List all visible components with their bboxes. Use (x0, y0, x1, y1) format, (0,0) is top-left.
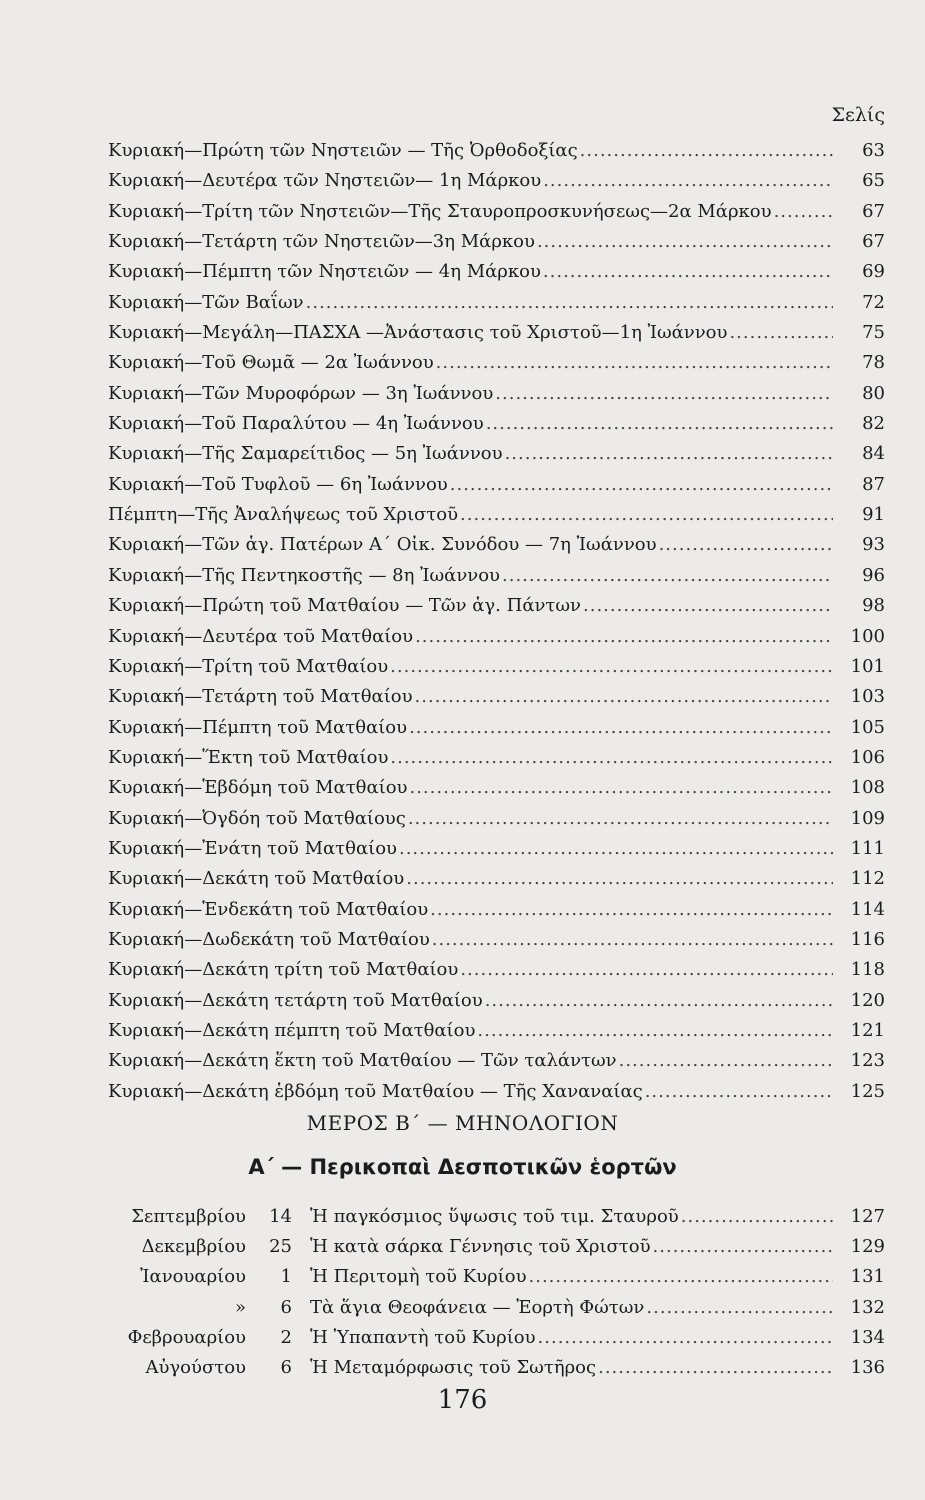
dot-leader (495, 379, 833, 409)
toc-entry-page: 111 (850, 837, 885, 859)
toc-row (108, 530, 885, 560)
dot-leader (729, 318, 833, 348)
toc-entry-title: Κυριακή—Δεκάτη ἑβδόμη τοῦ Ματθαίου — Τῆς Χαναναίας (108, 1080, 643, 1102)
toc-row (108, 379, 885, 409)
toc-row (108, 288, 885, 318)
dot-leader (505, 439, 833, 469)
toc-entry-title: Κυριακή—Δεκάτη πέμπτη τοῦ Ματθαίου (108, 1019, 476, 1041)
toc-entry-page: 72 (862, 291, 885, 313)
feast-page: 127 (850, 1206, 885, 1227)
feast-list (106, 1202, 885, 1383)
dot-leader (646, 1293, 833, 1323)
toc-row (108, 500, 885, 530)
toc-entry-page: 112 (850, 868, 885, 890)
feast-page: 134 (850, 1326, 885, 1348)
toc-row (108, 713, 885, 743)
toc-entry-page: 125 (850, 1080, 885, 1102)
dot-leader (399, 834, 833, 864)
toc-entry-title: Κυριακή—Ἑνδεκάτη τοῦ Ματθαίου (108, 898, 429, 920)
toc-entry-page: 103 (850, 686, 885, 708)
dot-leader (543, 257, 833, 287)
dot-leader (415, 622, 833, 652)
toc-entry-page: 123 (850, 1050, 885, 1072)
toc-entry-title: Κυριακή—Τετάρτη τοῦ Ματθαίου (108, 686, 413, 708)
toc-entry-page: 121 (850, 1019, 885, 1041)
feast-row (106, 1202, 885, 1232)
feast-title: Ἡ παγκόσμιος ὕψωσις τοῦ τιμ. Σταυροῦ (310, 1206, 679, 1227)
toc-entry-page: 93 (862, 534, 885, 556)
toc-entry-page: 109 (850, 807, 885, 829)
feast-page: 136 (850, 1356, 885, 1378)
toc-entry-page: 82 (862, 413, 885, 435)
dot-leader (580, 136, 833, 166)
toc-entry-title: Κυριακή—Τρίτη τοῦ Ματθαίου (108, 655, 389, 677)
toc-entry-title: Κυριακή—Πρώτη τῶν Νηστειῶν — Τῆς Ὀρθοδοξίας (108, 140, 578, 161)
toc-entry-title: Κυριακή—Πέμπτη τοῦ Ματθαίου (108, 716, 408, 738)
toc-row (108, 864, 885, 894)
toc-entry-title: Κυριακή—Ἐνάτη τοῦ Ματθαίου (108, 837, 397, 859)
toc-entry-title: Κυριακή—Μεγάλη—ΠΑΣΧΑ —Ἀνάστασις τοῦ Χριστοῦ—1η Ἰωάννου (108, 322, 728, 344)
feast-day: 6 (280, 1296, 292, 1318)
dot-leader (502, 561, 833, 591)
toc-row (108, 682, 885, 712)
dot-leader (408, 804, 833, 834)
feast-day: 14 (269, 1206, 292, 1227)
feast-row (106, 1262, 885, 1292)
toc-row (108, 986, 885, 1016)
toc-entry-page: 100 (850, 625, 885, 647)
toc-row (108, 136, 885, 166)
feast-title: Ἡ Περιτομὴ τοῦ Κυρίου (310, 1266, 527, 1288)
toc-entry-page: 87 (862, 473, 885, 495)
feast-day: 6 (280, 1356, 292, 1378)
toc-entry-page: 101 (850, 655, 885, 677)
toc-entry-title: Κυριακή—Τοῦ Παραλύτου — 4η Ἰωάννου (108, 413, 484, 435)
section-title: Α΄ — Περικοπαὶ Δεσποτικῶν ἑορτῶν (248, 1155, 677, 1179)
feast-month: Δεκεμβρίου (141, 1236, 246, 1258)
toc-entry-title: Κυριακή—Δωδεκάτη τοῦ Ματθαίου (108, 928, 430, 950)
toc-row (108, 470, 885, 500)
toc-entry-title: Κυριακή—Ἕκτη τοῦ Ματθαίου (108, 746, 389, 768)
toc-row (108, 622, 885, 652)
toc-entry-page: 114 (850, 898, 885, 920)
toc-row (108, 895, 885, 925)
toc-entry-page: 84 (862, 443, 885, 465)
feast-title: Ἡ Ὑπαπαντὴ τοῦ Κυρίου (310, 1326, 536, 1348)
dot-leader (774, 197, 833, 227)
toc-entry-title: Κυριακή—Δεκάτη τοῦ Ματθαίου (108, 868, 405, 890)
dot-leader (430, 895, 833, 925)
toc-entry-title: Κυριακή—Τῆς Σαμαρείτιδος — 5η Ἰωάννου (108, 443, 503, 465)
toc-row (108, 1077, 885, 1107)
toc-entry-title: Κυριακή—Πρώτη τοῦ Ματθαίου — Τῶν ἁγ. Πάντων (108, 595, 581, 617)
feast-day: 2 (280, 1326, 292, 1348)
toc-row (108, 743, 885, 773)
feast-title: Τὰ ἅγια Θεοφάνεια — Ἑορτὴ Φώτων (310, 1296, 645, 1318)
feast-day: 1 (280, 1266, 292, 1288)
toc-entry-page: 69 (862, 261, 885, 283)
dot-leader (432, 925, 833, 955)
table-of-contents (108, 136, 885, 1107)
dot-leader (529, 1262, 833, 1292)
part-title: ΜΕΡΟΣ Β΄ — ΜΗΝΟΛΟΓΙΟΝ (306, 1111, 619, 1135)
toc-entry-title: Κυριακή—Τῆς Πεντηκοστῆς — 8η Ἰωάννου (108, 564, 500, 586)
toc-entry-page: 96 (862, 564, 885, 586)
toc-entry-title: Κυριακή—Τῶν Βαΐων (108, 291, 304, 313)
toc-entry-title: Κυριακή—Δεκάτη ἕκτη τοῦ Ματθαίου — Τῶν ταλάντων (108, 1050, 617, 1072)
feast-month: Φεβρουαρίου (127, 1326, 246, 1348)
page-number: 176 (437, 1385, 488, 1415)
toc-row (108, 561, 885, 591)
toc-entry-title: Κυριακή—Ἑβδόμη τοῦ Ματθαίου (108, 777, 408, 799)
dot-leader (450, 470, 833, 500)
feast-page: 129 (850, 1236, 885, 1258)
toc-row (108, 955, 885, 985)
toc-row (108, 439, 885, 469)
feast-page: 132 (850, 1296, 885, 1318)
dot-leader (543, 166, 833, 196)
toc-row (108, 197, 885, 227)
toc-row (108, 227, 885, 257)
toc-entry-title: Κυριακή—Ὀγδόη τοῦ Ματθαίους (108, 807, 406, 829)
toc-entry-page: 91 (862, 504, 885, 526)
toc-row (108, 257, 885, 287)
dot-leader (306, 288, 833, 318)
toc-row (108, 804, 885, 834)
toc-entry-title: Πέμπτη—Τῆς Ἀναλήψεως τοῦ Χριστοῦ (108, 504, 459, 526)
toc-entry-page: 67 (862, 231, 885, 253)
dot-leader (415, 682, 833, 712)
toc-entry-page: 120 (850, 989, 885, 1011)
toc-row (108, 773, 885, 803)
toc-row (108, 409, 885, 439)
dot-leader (460, 500, 833, 530)
feast-page: 131 (850, 1266, 885, 1288)
dot-leader (390, 743, 833, 773)
toc-entry-page: 106 (850, 746, 885, 768)
toc-entry-title: Κυριακή—Δεκάτη τετάρτη τοῦ Ματθαίου (108, 989, 483, 1011)
toc-entry-page: 65 (862, 170, 885, 192)
toc-row (108, 591, 885, 621)
toc-row (108, 925, 885, 955)
toc-entry-page: 105 (850, 716, 885, 738)
feast-day: 25 (269, 1236, 292, 1258)
feast-month: Σεπτεμβρίου (131, 1206, 246, 1227)
feast-title: Ἡ κατὰ σάρκα Γέννησις τοῦ Χριστοῦ (310, 1236, 651, 1258)
toc-entry-title: Κυριακή—Τετάρτη τῶν Νηστειῶν—3η Μάρκου (108, 231, 535, 253)
toc-row (108, 1046, 885, 1076)
dot-leader (538, 1323, 833, 1353)
toc-row (108, 318, 885, 348)
toc-entry-page: 75 (862, 322, 885, 344)
dot-leader (659, 530, 833, 560)
toc-entry-page: 80 (862, 382, 885, 404)
toc-entry-page: 108 (850, 777, 885, 799)
dot-leader (583, 591, 833, 621)
feast-row (106, 1323, 885, 1353)
toc-entry-page: 63 (862, 140, 885, 161)
feast-row (106, 1353, 885, 1383)
dot-leader (486, 409, 833, 439)
dot-leader (460, 955, 833, 985)
dot-leader (485, 986, 833, 1016)
toc-entry-page: 98 (862, 595, 885, 617)
dot-leader (409, 713, 833, 743)
toc-row (108, 652, 885, 682)
toc-entry-title: Κυριακή—Πέμπτη τῶν Νηστειῶν — 4η Μάρκου (108, 261, 541, 283)
toc-row (108, 1016, 885, 1046)
toc-entry-title: Κυριακή—Δευτέρα τοῦ Ματθαίου (108, 625, 414, 647)
toc-entry-title: Κυριακή—Δευτέρα τῶν Νηστειῶν— 1η Μάρκου (108, 170, 542, 192)
dot-leader (390, 652, 833, 682)
dot-leader (681, 1202, 833, 1232)
toc-entry-title: Κυριακή—Τοῦ Τυφλοῦ — 6η Ἰωάννου (108, 473, 448, 495)
toc-entry-page: 118 (850, 959, 885, 981)
dot-leader (598, 1353, 833, 1383)
toc-entry-title: Κυριακή—Τρίτη τῶν Νηστειῶν—Τῆς Σταυροπροσκυνήσεως—2α Μάρκου (108, 200, 772, 222)
toc-entry-page: 116 (850, 928, 885, 950)
page-column-header: Σελίς (831, 104, 885, 126)
feast-title: Ἡ Μεταμόρφωσις τοῦ Σωτῆρος (310, 1356, 597, 1378)
dot-leader (653, 1232, 833, 1262)
feast-month: Ἰανουαρίου (140, 1266, 246, 1288)
dot-leader (406, 864, 833, 894)
toc-entry-title: Κυριακή—Τοῦ Θωμᾶ — 2α Ἰωάννου (108, 352, 434, 374)
toc-entry-title: Κυριακή—Τῶν Μυροφόρων — 3η Ἰωάννου (108, 382, 494, 404)
toc-row (108, 834, 885, 864)
toc-entry-page: 67 (862, 200, 885, 222)
toc-entry-title: Κυριακή—Δεκάτη τρίτη τοῦ Ματθαίου (108, 959, 459, 981)
dot-leader (409, 773, 833, 803)
dot-leader (537, 227, 833, 257)
toc-entry-title: Κυριακή—Τῶν ἁγ. Πατέρων Α΄ Οἰκ. Συνόδου — 7η Ἰωάννου (108, 534, 657, 556)
toc-row (108, 348, 885, 378)
toc-row (108, 166, 885, 196)
dot-leader (619, 1046, 833, 1076)
toc-entry-page: 78 (862, 352, 885, 374)
feast-month: Αὐγούστου (145, 1356, 246, 1378)
dot-leader (436, 348, 833, 378)
feast-row (106, 1293, 885, 1323)
feast-row (106, 1232, 885, 1262)
dot-leader (645, 1077, 833, 1107)
dot-leader (477, 1016, 833, 1046)
feast-month: » (234, 1296, 246, 1318)
